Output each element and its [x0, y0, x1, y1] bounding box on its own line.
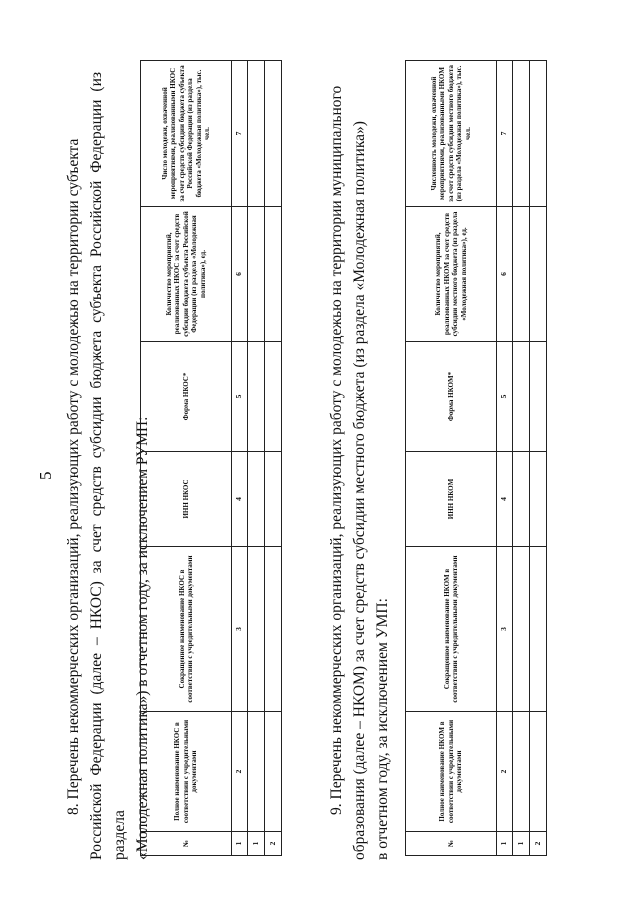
header-cell: Число молодежи, охваченной мероприятиями, реализованными НКОС за счет средств субсидии бюджета субъекта Российской Федерации (из раздела бюджета «Молодежная политика»), тыс. чел. [141, 61, 232, 207]
column-number-row [232, 61, 248, 856]
table-cell: 2 [265, 832, 282, 856]
header-cell: Форма НКОС* [141, 342, 232, 452]
table-cell [265, 207, 282, 342]
table-cell [530, 342, 547, 452]
column-number: 4 [497, 452, 513, 547]
table-header-row [141, 61, 232, 856]
column-number: 5 [232, 342, 248, 452]
table-cell: 1 [248, 832, 265, 856]
column-number: 7 [497, 61, 513, 207]
section-8-line: 8. Перечень некоммерческих организаций, реализующих работу с молодежью на территории субъекта [65, 138, 82, 815]
column-number: 4 [232, 452, 248, 547]
section-9-line: образования (далее – НКОМ) за счет средств субсидии местного бюджета (из раздела «Молодежная политика») [351, 121, 368, 860]
table-cell [265, 342, 282, 452]
table-cell: 2 [530, 832, 547, 856]
column-number: 3 [232, 547, 248, 712]
header-cell: Численность молодежи, охваченной мероприятиями, реализованными НКОМ за счет средств субсидии местного бюджета (из раздела «Молодежная политика»), тыс. чел. [406, 61, 497, 207]
section-9-line: в отчетном году, за исключением УМП: [374, 598, 391, 860]
section-8-line: Российской Федерации (далее – НКОС) за счет средств субсидии бюджета субъекта Российской Федерации (из раздела [88, 72, 128, 860]
column-number: 6 [232, 207, 248, 342]
column-number: 1 [232, 832, 248, 856]
table-cell [265, 547, 282, 712]
table-cell [513, 207, 530, 342]
header-cell: Количество мероприятий, реализованных НКОС за счет средств субсидии бюджета субъекта Российской Федерации (из раздела «Молодежная политика»), ед. [141, 207, 232, 342]
header-cell: ИНН НКОМ [406, 452, 497, 547]
section-9-text [325, 72, 394, 860]
column-number-row [497, 61, 513, 856]
table-header-row [406, 61, 497, 856]
header-cell: № [406, 832, 497, 856]
header-cell: Сокращенное наименование НКОМ в соответствии с учредительными документами [406, 547, 497, 712]
table-row [265, 61, 282, 856]
table-cell [513, 547, 530, 712]
nkom-table [405, 60, 547, 856]
header-cell: Полное наименование НКОС в соответствии с учредительными документами [141, 712, 232, 832]
column-number: 3 [497, 547, 513, 712]
table-cell [513, 712, 530, 832]
table-cell [248, 61, 265, 207]
column-number: 6 [497, 207, 513, 342]
header-cell: ИНН НКОС [141, 452, 232, 547]
table-cell [248, 452, 265, 547]
table-cell [513, 342, 530, 452]
section-8-line: «Молодежная политика») в отчетном году, за исключением РУМП: [134, 416, 151, 860]
table-cell [530, 452, 547, 547]
section-9-line: 9. Перечень некоммерческих организаций, реализующих работу с молодежью на территории муниципального [328, 85, 345, 815]
table-cell [248, 207, 265, 342]
table-row [513, 61, 530, 856]
table-row [248, 61, 265, 856]
column-number: 7 [232, 61, 248, 207]
table-cell [265, 61, 282, 207]
header-cell: Форма НКОМ* [406, 342, 497, 452]
table-cell [530, 712, 547, 832]
column-number: 2 [497, 712, 513, 832]
table-cell [530, 547, 547, 712]
page-number: 5 [36, 471, 55, 480]
table-cell [530, 207, 547, 342]
header-cell: Полное наименование НКОМ в соответствии с учредительными документами [406, 712, 497, 832]
column-number: 1 [497, 832, 513, 856]
table-cell [513, 61, 530, 207]
table-cell [248, 712, 265, 832]
table-cell [265, 712, 282, 832]
header-cell: Количество мероприятий, реализованных НКОМ за счет средств субсидии местного бюджета (из раздела «Молодежная политика»), ед. [406, 207, 497, 342]
header-cell: № [141, 832, 232, 856]
table-cell: 1 [513, 832, 530, 856]
table-cell [265, 452, 282, 547]
table-cell [513, 452, 530, 547]
table-row [530, 61, 547, 856]
column-number: 5 [497, 342, 513, 452]
column-number: 2 [232, 712, 248, 832]
table-cell [248, 547, 265, 712]
header-cell: Сокращенное наименование НКОС в соответствии с учредительными документами [141, 547, 232, 712]
table-cell [248, 342, 265, 452]
nkos-table [140, 60, 282, 856]
table-cell [530, 61, 547, 207]
